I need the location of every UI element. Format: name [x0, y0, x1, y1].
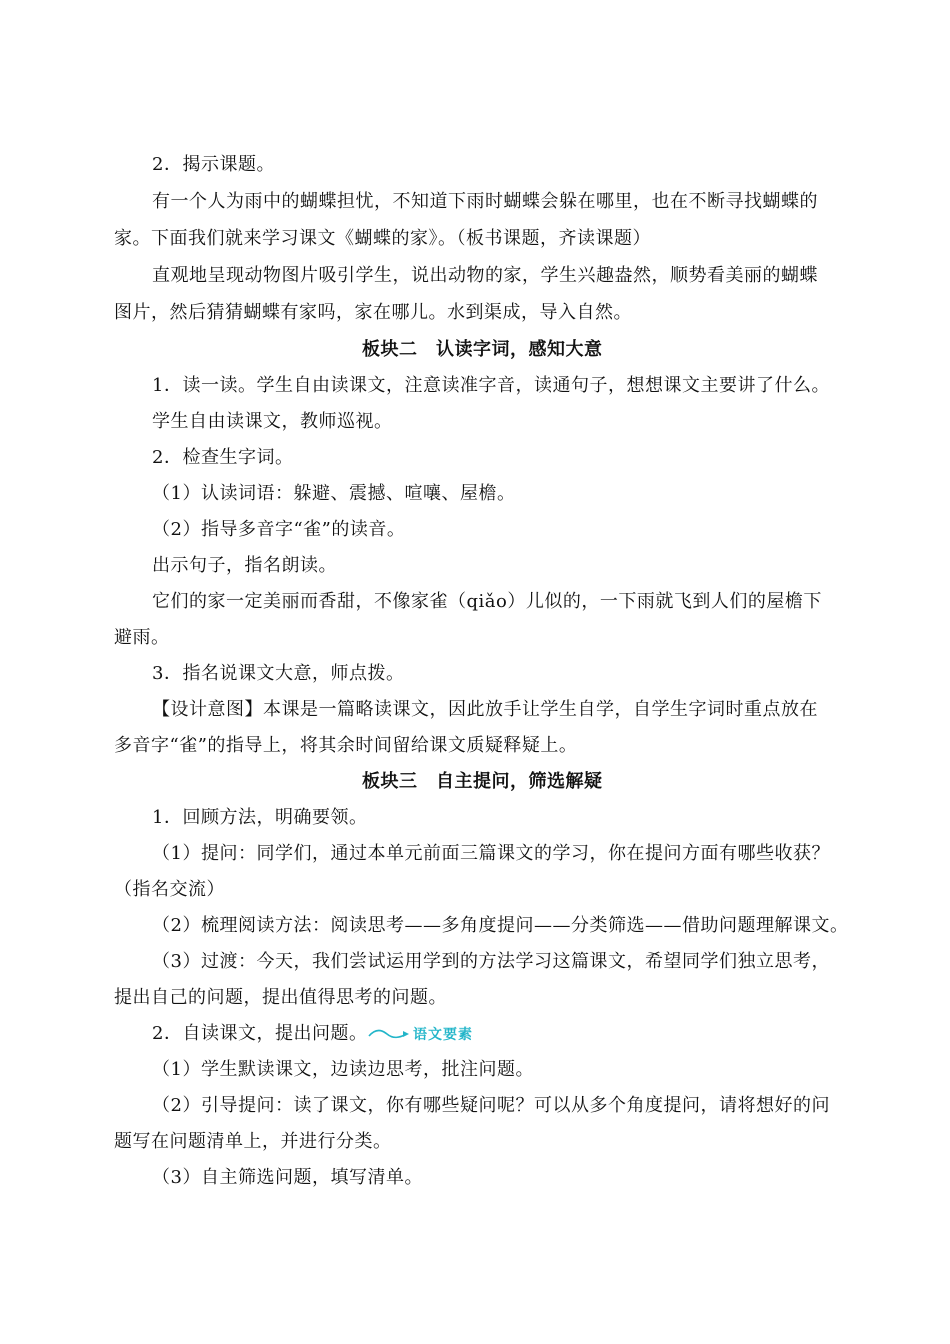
paragraph-line: 3．指名说课文大意，师点拨。 [152, 663, 405, 684]
paragraph-line: 题写在问题清单上，并进行分类。 [114, 1131, 392, 1152]
paragraph-line: 【设计意图】本课是一篇略读课文，因此放手让学生自学，自学生字词时重点放在 [152, 699, 818, 720]
paragraph-line: 有一个人为雨中的蝴蝶担忧，不知道下雨时蝴蝶会躲在哪里，也在不断寻找蝴蝶的 [152, 191, 818, 212]
section-heading: 板块三 自主提问，筛选解疑 [362, 771, 603, 792]
paragraph-line: （2）指导多音字“雀”的读音。 [152, 519, 406, 540]
paragraph-line: （3）自主筛选问题，填写清单。 [152, 1167, 423, 1188]
paragraph-line: 直观地呈现动物图片吸引学生，说出动物的家，学生兴趣盎然，顺势看美丽的蝴蝶 [152, 265, 818, 286]
paragraph-line: 2．揭示课题。 [152, 154, 275, 175]
paragraph-line: （1）认读词语：躲避、震撼、喧嚷、屋檐。 [152, 483, 516, 504]
paragraph-line: 学生自由读课文，教师巡视。 [152, 411, 393, 432]
paragraph-line: 1．读一读。学生自由读课文，注意读准字音，读通句子，想想课文主要讲了什么。 [152, 375, 830, 396]
paragraph-line: （2）梳理阅读方法：阅读思考——多角度提问——分类筛选——借助问题理解课文。 [152, 915, 849, 936]
paragraph-line: （1）提问：同学们，通过本单元前面三篇课文的学习，你在提问方面有哪些收获？ [152, 843, 830, 864]
element-tag [367, 1020, 473, 1048]
paragraph-line: （3）过渡：今天，我们尝试运用学到的方法学习这篇课文，希望同学们独立思考， [152, 951, 830, 972]
paragraph-line: 家。下面我们就来学习课文《蝴蝶的家》。（板书课题，齐读课题） [114, 228, 651, 249]
paragraph-line: （2）引导提问：读了课文，你有哪些疑问呢？可以从多个角度提问，请将想好的问 [152, 1095, 830, 1116]
paragraph-line: 避雨。 [114, 627, 170, 648]
paragraph-line: 它们的家一定美丽而香甜，不像家雀（qiǎo）儿似的，一下雨就飞到人们的屋檐下 [152, 591, 822, 612]
paragraph-line: 出示句子，指名朗读。 [152, 555, 337, 576]
paragraph-line: 多音字“雀”的指导上，将其余时间留给课文质疑释疑上。 [114, 735, 578, 756]
section-heading: 板块二 认读字词，感知大意 [362, 339, 603, 360]
paragraph-line: 1．回顾方法，明确要领。 [152, 807, 368, 828]
paragraph-line: 2．自读课文，提出问题。 [152, 1023, 368, 1044]
paragraph-line: 提出自己的问题，提出值得思考的问题。 [114, 987, 447, 1008]
paragraph-line: 2．检查生字词。 [152, 447, 294, 468]
paragraph-line: （指名交流） [114, 879, 225, 900]
paragraph-line: （1）学生默读课文，边读边思考，批注问题。 [152, 1059, 534, 1080]
wave-arrow-icon [367, 1026, 411, 1042]
tag-label: 语文要素 [413, 1027, 473, 1043]
paragraph-line: 图片，然后猜猜蝴蝶有家吗，家在哪儿。水到渠成，导入自然。 [114, 302, 632, 323]
